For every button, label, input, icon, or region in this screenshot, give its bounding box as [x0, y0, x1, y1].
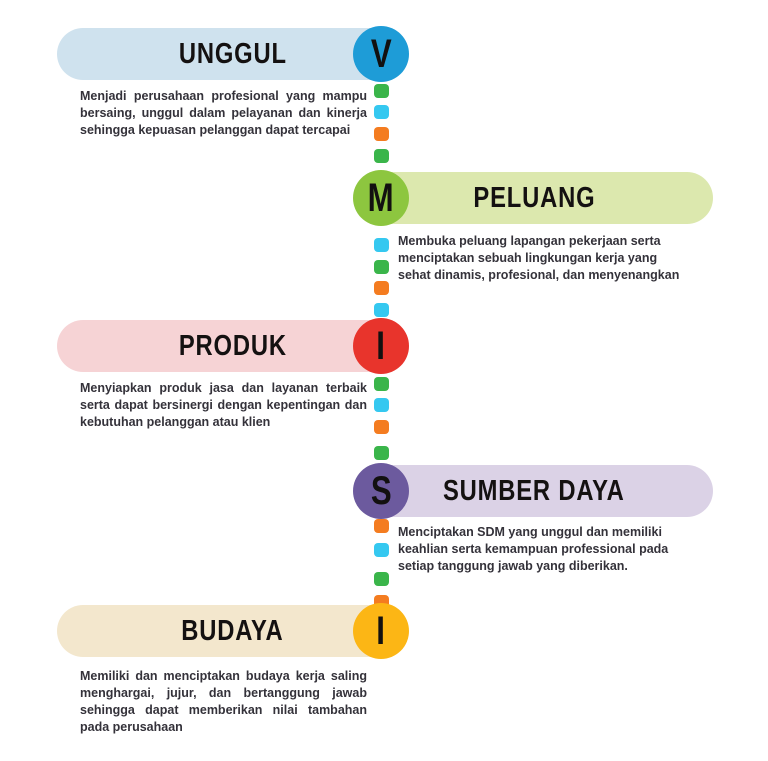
letter-circle-s [353, 463, 409, 519]
circle-letter-v: V [370, 32, 392, 76]
section-description-sumber-daya: Menciptakan SDM yang unggul dan memiliki keahlian serta kemampuan professional pada setiap tanggung jawab yang diberikan. [398, 525, 669, 573]
letter-circle-i2 [353, 603, 409, 659]
section-description-budaya: Memiliki dan menciptakan budaya kerja saling menghargai, jujur, dan bertanggung jawab sehingga dapat memberikan nilai tambahan pada perusahaan [80, 669, 367, 734]
section-description-produk: Menyiapkan produk jasa dan layanan terbaik serta dapat bersinergi dengan kepentingan dan kebutuhan pelanggan atau klien [80, 381, 367, 429]
connector-square [374, 127, 389, 141]
circle-letter-i2: I [376, 609, 386, 653]
letter-circle-m [353, 170, 409, 226]
connector-square [374, 572, 389, 586]
connector-square [374, 398, 389, 412]
letter-circle-i1 [353, 318, 409, 374]
connector-square [374, 238, 389, 252]
connector-square [374, 377, 389, 391]
connector-square [374, 446, 389, 460]
connector-square [374, 84, 389, 98]
circle-letter-i1: I [376, 324, 386, 368]
connector-square [374, 420, 389, 434]
connector-square [374, 281, 389, 295]
connector-square [374, 260, 389, 274]
section-title-sumber-daya: SUMBER DAYA [443, 474, 625, 507]
section-title-unggul: UNGGUL [178, 37, 287, 70]
connector-square [374, 105, 389, 119]
connector-square [374, 519, 389, 533]
section-description-unggul: Menjadi perusahaan profesional yang mampu bersaing, unggul dalam pelayanan dan kinerja sehingga kepuasan pelanggan dapat tercapai [80, 89, 367, 137]
section-title-budaya: BUDAYA [181, 614, 284, 647]
section-title-peluang: PELUANG [472, 181, 595, 214]
connector-square [374, 149, 389, 163]
section-title-produk: PRODUK [178, 329, 287, 362]
connector-square [374, 543, 389, 557]
connector-square [374, 303, 389, 317]
circle-letter-m: M [367, 176, 394, 220]
circle-letter-s: S [370, 469, 392, 513]
section-description-peluang: Membuka peluang lapangan pekerjaan serta menciptakan sebuah lingkungan kerja yang sehat dinamis, profesional, dan menyenangkan [398, 234, 680, 282]
letter-circle-v [353, 26, 409, 82]
